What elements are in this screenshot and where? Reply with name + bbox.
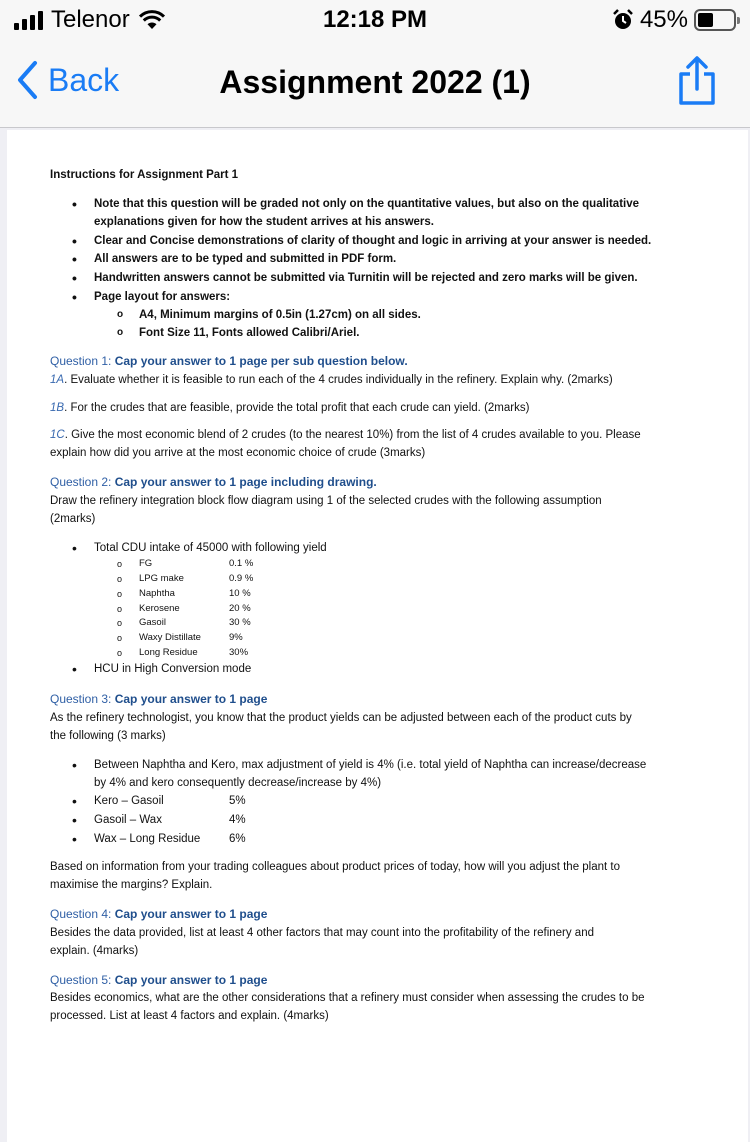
yield-row: o Waxy Distillate 9% <box>50 631 350 645</box>
instruction-item-cont: explanations given for how the student arrives at his answers. <box>94 216 434 228</box>
layout-item: o Font Size 11, Fonts allowed Calibri/Ariel. <box>50 324 710 342</box>
adjustment-item: • Between Naphtha and Kero, max adjustment of yield is 4% (i.e. total yield of Naphtha can increase/decrease <box>50 756 710 774</box>
yield-row: o Gasoil 30 % <box>50 616 350 630</box>
instruction-item: • Handwritten answers cannot be submitted via Turnitin will be rejected and zero marks will be given. <box>50 269 710 287</box>
yield-row: o Kerosene 20 % <box>50 602 350 616</box>
question-3-prompt-cont: maximise the margins? Explain. <box>50 879 213 891</box>
back-label: Back <box>48 61 120 98</box>
battery-percent: 45% <box>639 6 688 33</box>
question-4-text: Besides the data provided, list at least 4 other factors that may count into the profitability of the refinery and <box>50 927 594 939</box>
question-1c: 1C. Give the most economic blend of 2 crudes (to the nearest 10%) from the list of 4 crudes available to you. Please <box>50 429 641 441</box>
yield-row: o FG 0.1 % <box>50 557 350 571</box>
navigation-bar <box>0 40 750 128</box>
question-5-text: Besides economics, what are the other considerations that a refinery must consider when assessing the crudes to be <box>50 992 645 1004</box>
question-3-prompt: Based on information from your trading colleagues about product prices of today, how will you adjust the plant to <box>50 861 621 873</box>
instruction-item: • Clear and Concise demonstrations of clarity of thought and logic in arriving at your answer is needed. <box>50 232 710 250</box>
question-1-heading: Question 1: Cap your answer to 1 page per sub question below. <box>50 354 408 368</box>
question-2-text-cont: (2marks) <box>50 513 96 525</box>
status-right <box>612 6 736 34</box>
adjustment-item: • Kero – Gasoil 5% <box>50 792 710 810</box>
battery-icon <box>694 9 736 31</box>
question-4-heading: Question 4: Cap your answer to 1 page <box>50 907 268 921</box>
instruction-item: • Page layout for answers: <box>50 288 710 306</box>
question-2-text: Draw the refinery integration block flow diagram using 1 of the selected crudes with the following assumption <box>50 495 602 507</box>
layout-item: o A4, Minimum margins of 0.5in (1.27cm) on all sides. <box>50 306 710 324</box>
yield-row: o Long Residue 30% <box>50 646 350 660</box>
question-1a: 1A. Evaluate whether it is feasible to run each of the 4 crudes individually in the refinery. Explain why. (2marks) <box>50 374 613 386</box>
adjustment-item-cont: by 4% and kero consequently decrease/increase by 4%) <box>94 777 382 789</box>
hcu-item: • HCU in High Conversion mode <box>50 660 710 678</box>
question-5-text-cont: processed. List at least 4 factors and explain. (4marks) <box>50 1010 329 1022</box>
question-3-text-cont: the following (3 marks) <box>50 730 166 742</box>
adjustment-item: • Gasoil – Wax 4% <box>50 811 710 829</box>
yield-row: o Naphtha 10 % <box>50 587 350 601</box>
question-2-heading: Question 2: Cap your answer to 1 page including drawing. <box>50 475 377 489</box>
yield-row: o LPG make 0.9 % <box>50 572 350 586</box>
instructions-title: Instructions for Assignment Part 1 <box>50 169 239 181</box>
adjustment-item: • Wax – Long Residue 6% <box>50 830 710 848</box>
carrier-label: Telenor <box>51 6 130 33</box>
share-icon <box>676 56 718 106</box>
question-3-text: As the refinery technologist, you know that the product yields can be adjusted between each of the product cuts by <box>50 712 632 724</box>
cdu-intake-item: • Total CDU intake of 45000 with following yield <box>50 539 710 557</box>
alarm-icon <box>612 9 634 31</box>
question-5-heading: Question 5: Cap your answer to 1 page <box>50 973 268 987</box>
page-title: Assignment 2022 (1) <box>219 64 531 100</box>
chevron-left-icon <box>16 60 38 100</box>
question-1c-cont: explain how did you arrive at the most economic choice of crude (3marks) <box>50 447 426 459</box>
back-button[interactable] <box>16 60 119 100</box>
question-4-text-cont: explain. (4marks) <box>50 945 139 957</box>
document-page[interactable] <box>7 130 748 1142</box>
question-3-heading: Question 3: Cap your answer to 1 page <box>50 692 268 706</box>
instruction-item: • Note that this question will be graded not only on the quantitative values, but also on the qualitative <box>50 195 710 213</box>
instruction-item: • All answers are to be typed and submitted in PDF form. <box>50 250 710 268</box>
question-1b: 1B. For the crudes that are feasible, provide the total profit that each crude can yield. (2marks) <box>50 402 530 414</box>
status-bar <box>0 0 750 40</box>
clock: 12:18 PM <box>322 6 428 33</box>
share-button[interactable] <box>676 56 718 111</box>
